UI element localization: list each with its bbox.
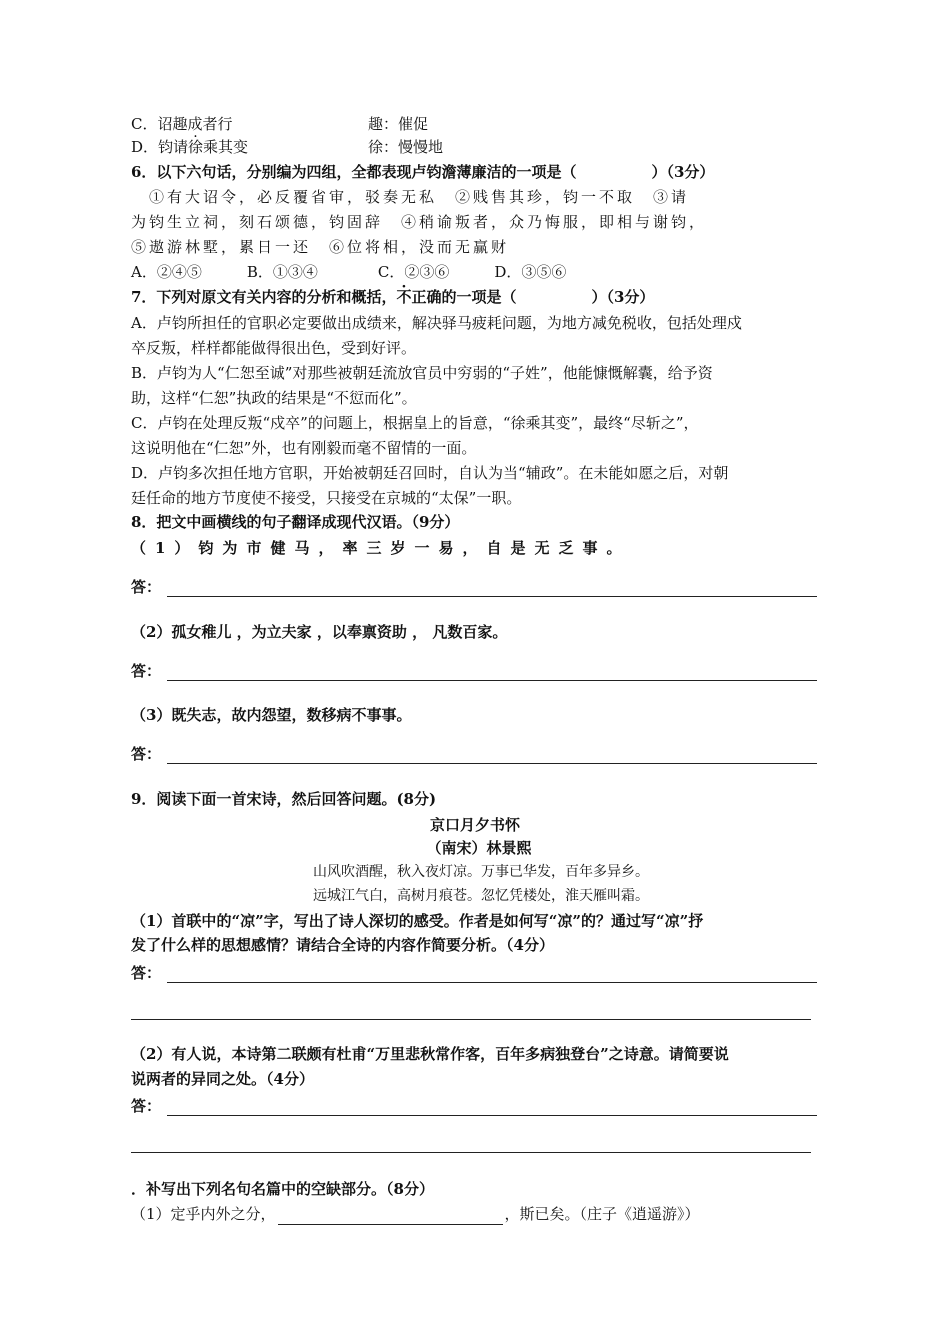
q8-sentence-2: （2）孤女稚儿 ，为立夫家 ，以奉禀资助 ， 凡数百家。: [131, 623, 508, 641]
q9-part1-line1: （1）首联中的“凉”字，写出了诗人深切的感受。作者是如何写“凉”的？通过写“凉”抒: [131, 912, 704, 930]
q6-line3: ⑤遨游林墅，累日一还 ⑥位将相，没而无赢财: [131, 238, 510, 256]
q7-stem: [131, 286, 654, 308]
option-d-text-a: D．钧请: [131, 138, 189, 156]
q8-stem: 8．把文中画横线的句子翻译成现代汉语。（9分）: [131, 513, 460, 531]
poem-title: 京口月夕书怀: [429, 816, 520, 834]
option-d-text-b: 乘其变: [203, 138, 249, 156]
q6-line1: ①有大诏令，必反覆省审，驳奏无私 ②贱售其珍，钧一不取 ③请: [131, 188, 690, 206]
answer-line[interactable]: [167, 964, 817, 983]
q7-d2: 廷任命的地方节度使不接受，只接受在京城的“太保”一职。: [131, 489, 522, 507]
q7-a1: A．卢钧所担任的官职必定要做出成绩来，解决驿马疲耗问题，为地方减免税收，包括处理戍: [131, 314, 742, 332]
poem-line-2: 远城江气白，高树月痕苍。忽忆凭楼处，淮天雁叫霜。: [313, 888, 649, 904]
q7-stem-b: 正确的一项是（ ）（3分）: [411, 288, 655, 306]
emphasis-char: 不: [396, 288, 412, 306]
answer-line-extra[interactable]: [131, 1019, 811, 1020]
q8-answer-1[interactable]: [131, 576, 817, 597]
answer-label: 答：: [131, 1097, 162, 1115]
poem-author: （南宋）林景熙: [426, 839, 532, 857]
q10-item-1-prefix: （1）定乎内外之分，: [131, 1205, 276, 1223]
q9-part2-line1: （2）有人说，本诗第二联颇有杜甫“万里悲秋常作客，百年多病独登台”之诗意。请简要说: [131, 1045, 729, 1063]
option-d-explain: 徐：慢慢地: [368, 138, 444, 156]
q8-answer-2[interactable]: [131, 660, 817, 681]
q9-answer-2[interactable]: [131, 1095, 817, 1116]
answer-label: 答：: [131, 964, 162, 982]
q9-stem: 9．阅读下面一首宋诗，然后回答问题。(8分): [131, 790, 437, 808]
answer-line[interactable]: [167, 662, 817, 681]
q10-item-1: [131, 1203, 700, 1225]
q7-b1: B．卢钧为人“仁恕至诚”对那些被朝廷流放官员中穷弱的“子姓”，他能慷慨解囊，给予资: [131, 364, 713, 382]
answer-line[interactable]: [167, 1097, 817, 1116]
q9-answer-1[interactable]: [131, 962, 817, 983]
q7-c2: 这说明他在“仁恕”外，也有刚毅而毫不留情的一面。: [131, 439, 477, 457]
q9-part2-line2: 说两者的异同之处。（4分）: [131, 1070, 314, 1088]
q6-line2: 为钧生立祠，刻石颂德，钧固辞 ④稍谕叛者，众乃悔服，即相与谢钧，: [131, 213, 708, 231]
answer-label: 答：: [131, 578, 162, 596]
answer-line[interactable]: [167, 578, 817, 597]
poem-line-1: 山风吹酒醒，秋入夜灯凉。万事已华发，百年多异乡。: [313, 864, 649, 880]
answer-line-extra[interactable]: [131, 1152, 811, 1153]
option-c: [131, 113, 232, 135]
q6-choices: A．②④⑤ B．①③④ C．②③⑥ D．③⑤⑥: [131, 263, 567, 281]
emphasis-char: 徐: [188, 138, 204, 156]
fill-blank[interactable]: [278, 1208, 503, 1225]
answer-label: 答：: [131, 745, 162, 763]
q10-stem: ．补写出下列名句名篇中的空缺部分。（8分）: [131, 1180, 434, 1198]
q10-item-1-suffix: ，斯已矣。（庄子《逍遥游》）: [504, 1205, 700, 1223]
q7-c1: C．卢钧在处理反叛“戍卒”的问题上，根据皇上的旨意，“徐乘其变”，最终“尽斩之”，: [131, 414, 699, 432]
option-d: [131, 136, 248, 158]
q6-stem: 6．以下六句话，分别编为四组，全都表现卢钧澹薄廉洁的一项是（ ）（3分）: [131, 163, 715, 181]
q7-d1: D．卢钧多次担任地方官职，开始被朝廷召回时，自认为当“辅政”。在未能如愿之后，对朝: [131, 464, 729, 482]
option-c-text: C．诏趣成者行: [131, 115, 233, 133]
q7-a2: 卒反叛，样样都能做得很出色，受到好评。: [131, 339, 417, 357]
q9-part1-line2: 发了什么样的思想感情？请结合全诗的内容作简要分析。（4分）: [131, 936, 554, 954]
answer-label: 答：: [131, 662, 162, 680]
q8-sentence-1: （1）钧为市健马，率三岁一易，自是无乏事。: [131, 539, 631, 557]
option-c-explain: 趣：催促: [368, 115, 429, 133]
answer-line[interactable]: [167, 745, 817, 764]
q7-b2: 助，这样“仁恕”执政的结果是“不愆而化”。: [131, 389, 417, 407]
q7-stem-a: 7．下列对原文有关内容的分析和概括，: [131, 288, 397, 306]
q8-sentence-3: （3）既失志，故内怨望，数移病不事事。: [131, 706, 412, 724]
q8-answer-3[interactable]: [131, 743, 817, 764]
